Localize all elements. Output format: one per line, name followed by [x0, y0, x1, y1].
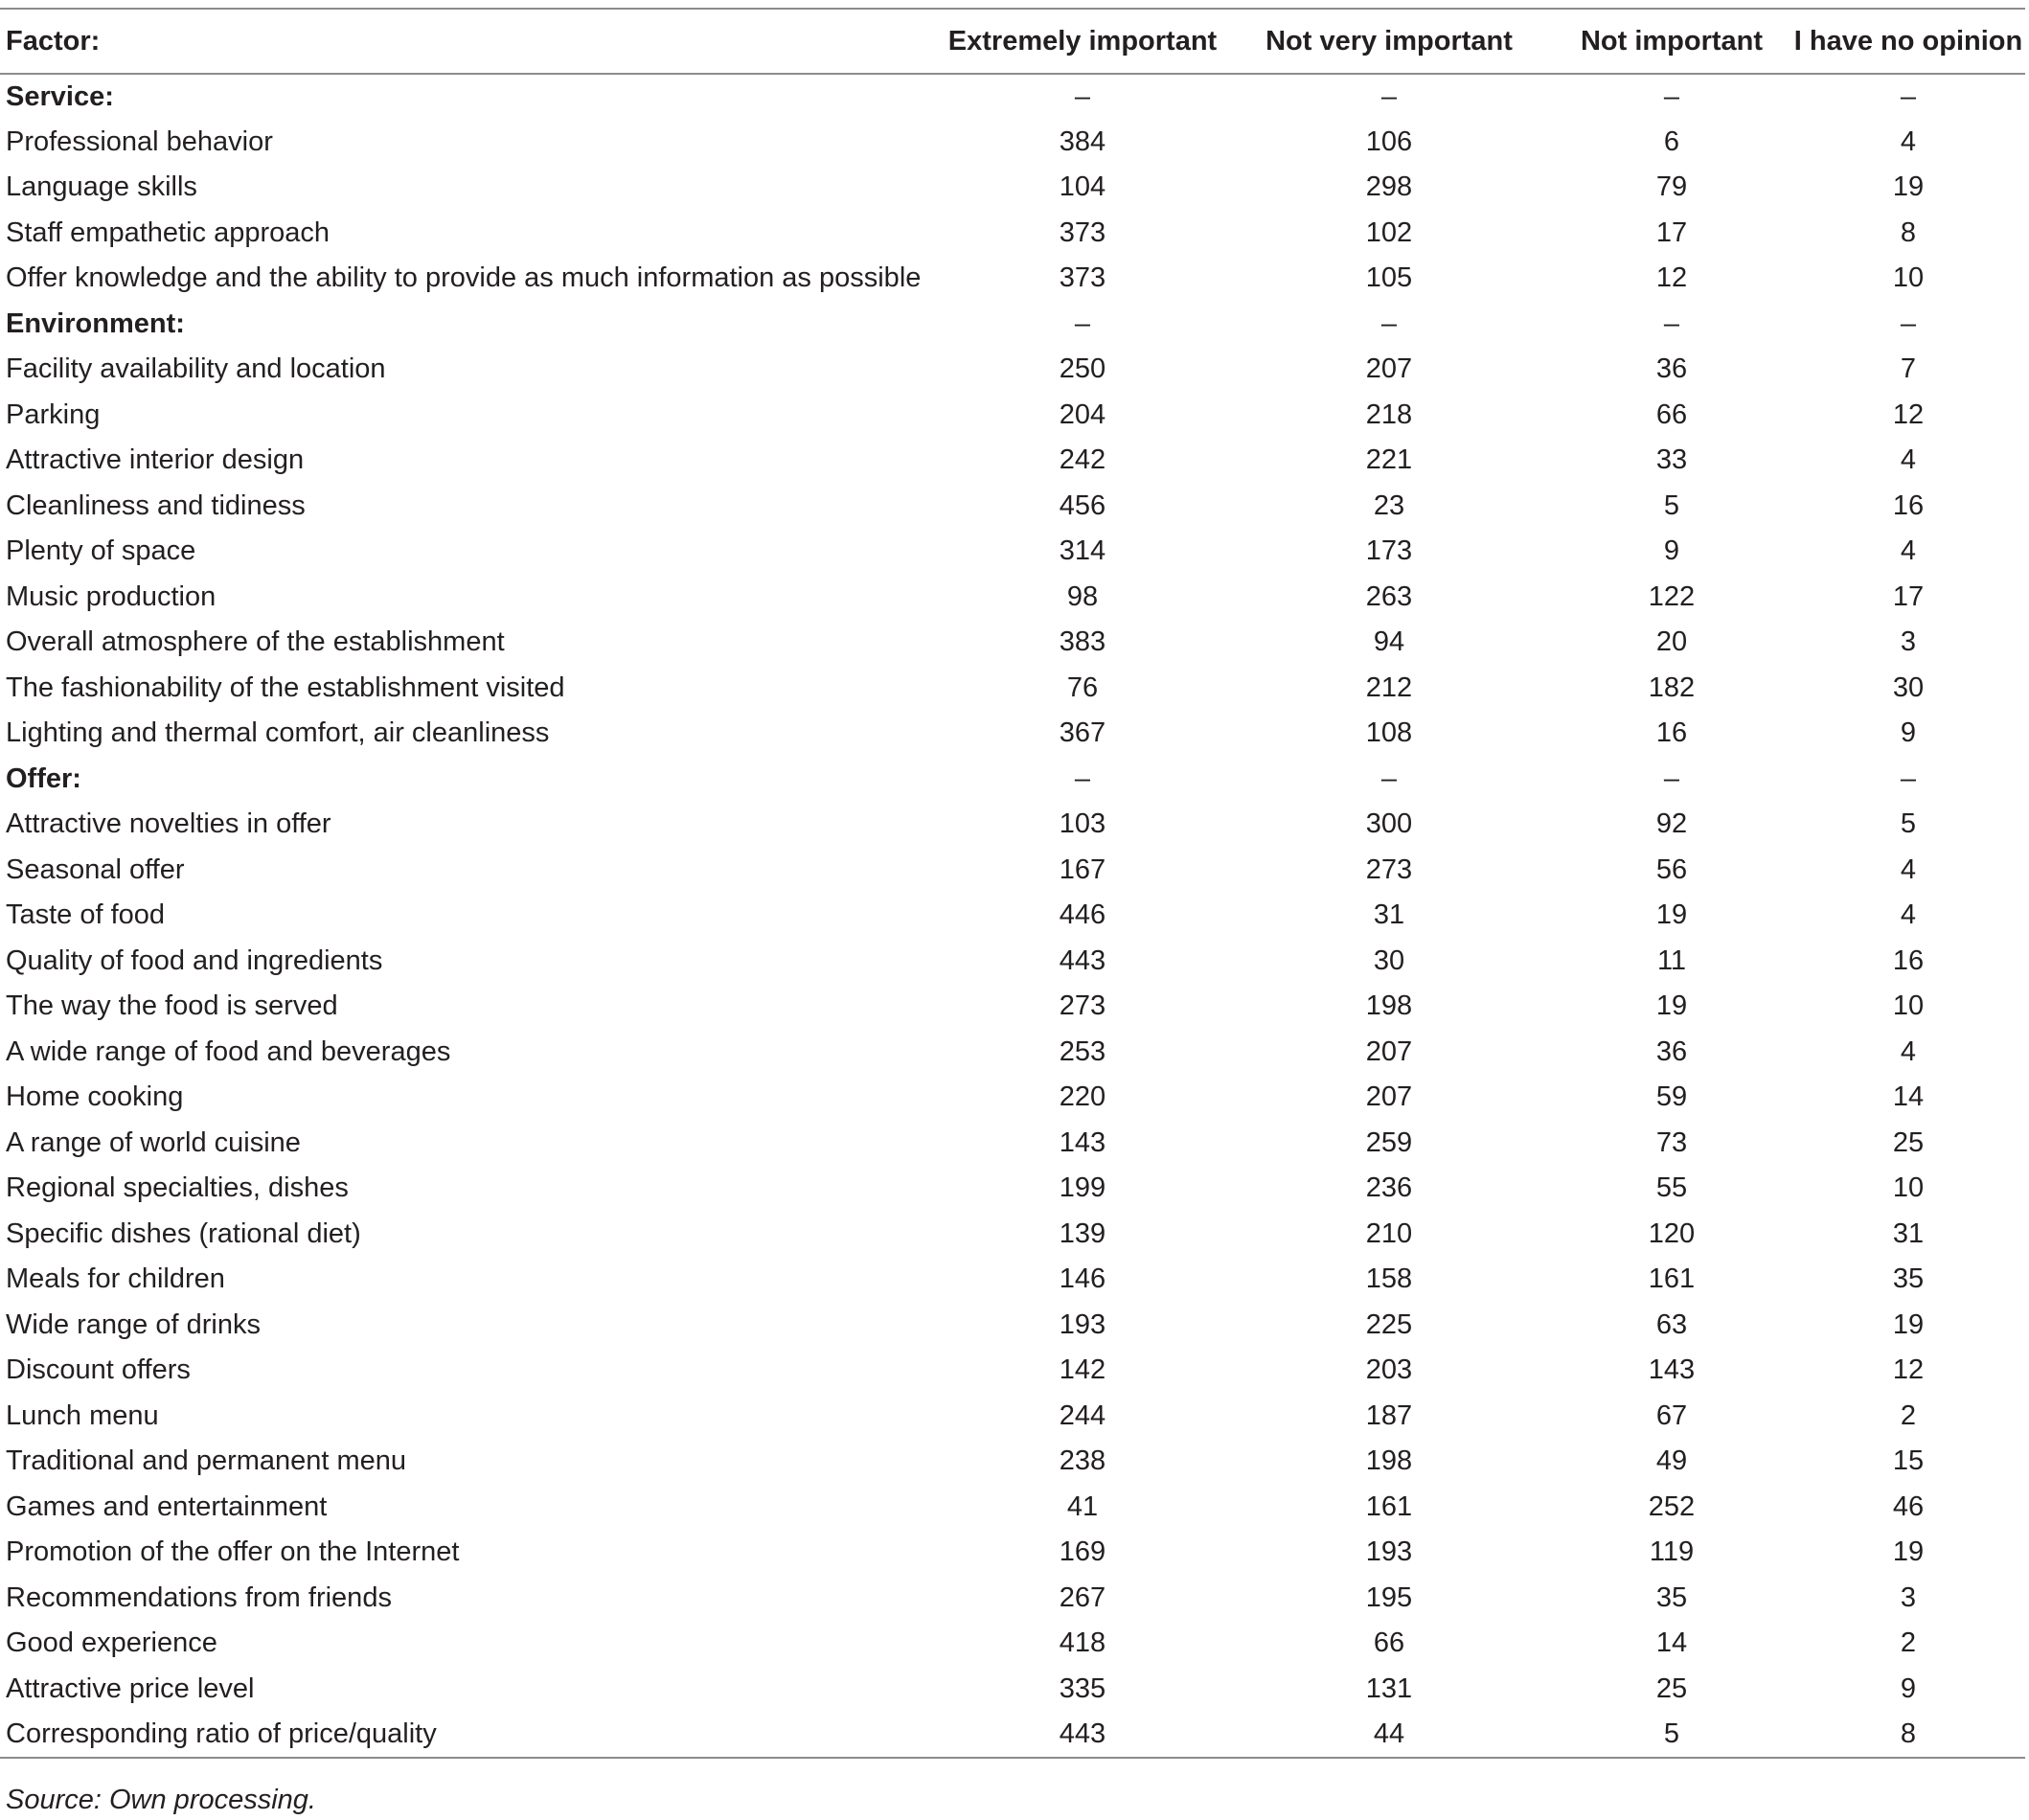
not-very-important-cell: 131	[1365, 1672, 1413, 1704]
table-row	[0, 1667, 2025, 1713]
factor-label: Lunch menu	[6, 1399, 159, 1431]
extremely-important-cell: 242	[1059, 444, 1106, 476]
not-very-important-cell: 23	[1373, 489, 1405, 521]
no-opinion-cell: 16	[1892, 489, 1925, 521]
not-very-important-cell: 161	[1365, 1490, 1413, 1522]
header-not-very-important: Not very important	[1265, 25, 1513, 57]
no-opinion-cell: –	[1900, 307, 1917, 339]
table-row	[0, 438, 2025, 484]
extremely-important-cell: 139	[1059, 1217, 1106, 1249]
no-opinion-cell: 31	[1892, 1217, 1925, 1249]
table-row	[0, 120, 2025, 166]
no-opinion-cell: 3	[1900, 626, 1917, 658]
no-opinion-cell: 19	[1892, 1308, 1925, 1340]
not-important-cell: 19	[1655, 990, 1688, 1022]
factor-label: Parking	[6, 398, 101, 430]
no-opinion-cell: 9	[1900, 717, 1917, 749]
not-very-important-cell: 218	[1365, 398, 1413, 430]
factor-label: A wide range of food and beverages	[6, 1035, 451, 1067]
extremely-important-cell: 373	[1059, 262, 1106, 294]
extremely-important-cell: –	[1074, 80, 1091, 112]
extremely-important-cell: 204	[1059, 398, 1106, 430]
factor-label: Language skills	[6, 171, 197, 203]
not-important-cell: 55	[1655, 1172, 1688, 1204]
not-important-cell: 16	[1655, 717, 1688, 749]
not-very-important-cell: 198	[1365, 1445, 1413, 1477]
no-opinion-cell: 35	[1892, 1263, 1925, 1295]
factor-label: Seasonal offer	[6, 853, 185, 885]
factor-label: Attractive interior design	[6, 444, 305, 476]
table-row	[0, 1303, 2025, 1349]
header-row	[0, 9, 2025, 74]
extremely-important-cell: 143	[1059, 1126, 1106, 1158]
factor-label: Quality of food and ingredients	[6, 944, 383, 976]
not-important-cell: 56	[1655, 853, 1688, 885]
not-important-cell: 6	[1663, 125, 1680, 157]
extremely-important-cell: 443	[1059, 1718, 1106, 1749]
extremely-important-cell: 193	[1059, 1308, 1106, 1340]
not-important-cell: 36	[1655, 1035, 1688, 1067]
table-header	[0, 9, 2025, 74]
not-very-important-cell: 207	[1365, 1081, 1413, 1113]
extremely-important-cell: 446	[1059, 899, 1106, 931]
no-opinion-cell: 17	[1892, 580, 1925, 612]
extremely-important-cell: 76	[1066, 671, 1099, 703]
table-row	[0, 984, 2025, 1030]
no-opinion-cell: 10	[1892, 1172, 1925, 1204]
extremely-important-cell: 220	[1059, 1081, 1106, 1113]
table-row	[0, 802, 2025, 848]
no-opinion-cell: –	[1900, 80, 1917, 112]
not-very-important-cell: 66	[1373, 1627, 1405, 1659]
factor-label: The fashionability of the establishment visited	[6, 671, 565, 703]
table-row	[0, 256, 2025, 302]
not-important-cell: –	[1663, 80, 1680, 112]
no-opinion-cell: 10	[1892, 262, 1925, 294]
table-row	[0, 1257, 2025, 1303]
extremely-important-cell: 41	[1066, 1490, 1099, 1522]
factor-label: Overall atmosphere of the establishment	[6, 626, 505, 658]
factor-label: Cleanliness and tidiness	[6, 489, 306, 521]
table-row	[0, 1576, 2025, 1622]
not-very-important-cell: –	[1380, 762, 1398, 794]
not-very-important-cell: 30	[1373, 944, 1405, 976]
table-body	[0, 74, 2025, 1758]
not-important-cell: 19	[1655, 899, 1688, 931]
no-opinion-cell: 4	[1900, 125, 1917, 157]
table-row	[0, 939, 2025, 985]
factor-label: Attractive novelties in offer	[6, 808, 331, 840]
not-very-important-cell: 207	[1365, 1035, 1413, 1067]
extremely-important-cell: –	[1074, 762, 1091, 794]
extremely-important-cell: 456	[1059, 489, 1106, 521]
extremely-important-cell: 367	[1059, 717, 1106, 749]
extremely-important-cell: 103	[1059, 808, 1106, 840]
not-very-important-cell: 198	[1365, 990, 1413, 1022]
not-important-cell: 66	[1655, 398, 1688, 430]
table-row	[0, 529, 2025, 575]
section-label: Environment:	[6, 307, 185, 339]
not-important-cell: 67	[1655, 1399, 1688, 1431]
no-opinion-cell: 25	[1892, 1126, 1925, 1158]
not-very-important-cell: 259	[1365, 1126, 1413, 1158]
factor-label: Staff empathetic approach	[6, 216, 331, 248]
extremely-important-cell: –	[1074, 307, 1091, 339]
table-row	[0, 1530, 2025, 1576]
extremely-important-cell: 418	[1059, 1627, 1106, 1659]
no-opinion-cell: 30	[1892, 671, 1925, 703]
extremely-important-cell: 384	[1059, 125, 1106, 157]
factor-label: Traditional and permanent menu	[6, 1445, 407, 1477]
not-very-important-cell: 225	[1365, 1308, 1413, 1340]
not-important-cell: 11	[1656, 944, 1687, 976]
extremely-important-cell: 238	[1059, 1445, 1106, 1477]
not-important-cell: 35	[1655, 1581, 1688, 1613]
header-factor: Factor:	[6, 25, 101, 57]
factor-label: Recommendations from friends	[6, 1581, 392, 1613]
not-very-important-cell: 106	[1365, 125, 1413, 157]
not-very-important-cell: 263	[1365, 580, 1413, 612]
no-opinion-cell: 2	[1900, 1627, 1917, 1659]
not-important-cell: 92	[1655, 808, 1688, 840]
no-opinion-cell: 19	[1892, 171, 1925, 203]
not-very-important-cell: 105	[1365, 262, 1413, 294]
factor-label: Good experience	[6, 1627, 217, 1659]
not-important-cell: –	[1663, 307, 1680, 339]
not-very-important-cell: –	[1380, 307, 1398, 339]
not-important-cell: 5	[1663, 1718, 1680, 1749]
factor-label: Offer knowledge and the ability to provide as much information as possible	[6, 262, 922, 294]
extremely-important-cell: 253	[1059, 1035, 1106, 1067]
not-very-important-cell: 207	[1365, 353, 1413, 385]
factor-label: Professional behavior	[6, 125, 273, 157]
no-opinion-cell: 9	[1900, 1672, 1917, 1704]
no-opinion-cell: 16	[1892, 944, 1925, 976]
not-very-important-cell: 195	[1365, 1581, 1413, 1613]
extremely-important-cell: 146	[1059, 1263, 1106, 1295]
no-opinion-cell: 4	[1900, 444, 1917, 476]
header-no-opinion: I have no opinion	[1793, 25, 2023, 57]
table-row	[0, 165, 2025, 211]
no-opinion-cell: 8	[1900, 216, 1917, 248]
factor-label: Corresponding ratio of price/quality	[6, 1718, 437, 1749]
no-opinion-cell: 4	[1900, 899, 1917, 931]
factor-label: Specific dishes (rational diet)	[6, 1217, 361, 1249]
factor-label: Facility availability and location	[6, 353, 386, 385]
section-row	[0, 757, 2025, 803]
not-important-cell: 17	[1655, 216, 1688, 248]
no-opinion-cell: –	[1900, 762, 1917, 794]
table-row	[0, 1166, 2025, 1212]
table-row	[0, 211, 2025, 257]
no-opinion-cell: 12	[1892, 1354, 1925, 1386]
not-important-cell: 252	[1648, 1490, 1696, 1522]
not-important-cell: 63	[1655, 1308, 1688, 1340]
extremely-important-cell: 267	[1059, 1581, 1106, 1613]
no-opinion-cell: 15	[1892, 1445, 1925, 1477]
no-opinion-cell: 14	[1892, 1081, 1925, 1113]
factor-label: Home cooking	[6, 1081, 184, 1113]
no-opinion-cell: 4	[1900, 1035, 1917, 1067]
table-row	[0, 620, 2025, 666]
factor-table	[0, 8, 2025, 1759]
table-row	[0, 1212, 2025, 1258]
not-very-important-cell: 236	[1365, 1172, 1413, 1204]
extremely-important-cell: 273	[1059, 990, 1106, 1022]
factor-label: Games and entertainment	[6, 1490, 328, 1522]
table-row	[0, 484, 2025, 530]
extremely-important-cell: 199	[1059, 1172, 1106, 1204]
not-important-cell: 119	[1649, 1536, 1695, 1568]
not-very-important-cell: 212	[1365, 671, 1413, 703]
not-important-cell: 143	[1648, 1354, 1696, 1386]
no-opinion-cell: 7	[1900, 353, 1917, 385]
factor-label: Discount offers	[6, 1354, 191, 1386]
table-row	[0, 711, 2025, 757]
extremely-important-cell: 250	[1059, 353, 1106, 385]
table-row	[0, 1712, 2025, 1758]
factor-label: Music production	[6, 580, 217, 612]
extremely-important-cell: 167	[1059, 853, 1106, 885]
no-opinion-cell: 4	[1900, 853, 1917, 885]
not-very-important-cell: 102	[1365, 216, 1413, 248]
header-not-important: Not important	[1580, 25, 1764, 57]
not-important-cell: 79	[1655, 171, 1688, 203]
factor-label: Wide range of drinks	[6, 1308, 261, 1340]
not-very-important-cell: 210	[1365, 1217, 1413, 1249]
not-important-cell: –	[1663, 762, 1680, 794]
not-very-important-cell: 298	[1365, 171, 1413, 203]
not-very-important-cell: 221	[1365, 444, 1413, 476]
not-important-cell: 25	[1655, 1672, 1688, 1704]
no-opinion-cell: 12	[1892, 398, 1925, 430]
not-important-cell: 5	[1663, 489, 1680, 521]
not-important-cell: 120	[1648, 1217, 1696, 1249]
factor-label: Taste of food	[6, 899, 166, 931]
no-opinion-cell: 3	[1900, 1581, 1917, 1613]
not-very-important-cell: 193	[1365, 1536, 1413, 1568]
factor-label: Regional specialties, dishes	[6, 1172, 349, 1204]
no-opinion-cell: 2	[1900, 1399, 1917, 1431]
extremely-important-cell: 169	[1059, 1536, 1106, 1568]
header-extremely-important: Extremely important	[947, 25, 1218, 57]
extremely-important-cell: 244	[1059, 1399, 1106, 1431]
not-important-cell: 161	[1648, 1263, 1696, 1295]
not-very-important-cell: 158	[1365, 1263, 1413, 1295]
extremely-important-cell: 142	[1059, 1354, 1106, 1386]
not-very-important-cell: 173	[1365, 535, 1413, 567]
table-row	[0, 1075, 2025, 1121]
extremely-important-cell: 335	[1059, 1672, 1106, 1704]
table-row	[0, 666, 2025, 712]
table-row	[0, 1121, 2025, 1167]
factor-label: Lighting and thermal comfort, air cleanliness	[6, 717, 550, 749]
factor-label: Attractive price level	[6, 1672, 255, 1704]
not-very-important-cell: 203	[1365, 1354, 1413, 1386]
table-row	[0, 1394, 2025, 1440]
not-important-cell: 49	[1655, 1445, 1688, 1477]
not-very-important-cell: 44	[1373, 1718, 1405, 1749]
section-row	[0, 302, 2025, 348]
extremely-important-cell: 98	[1066, 580, 1099, 612]
table-row	[0, 848, 2025, 894]
table-row	[0, 575, 2025, 621]
not-important-cell: 182	[1648, 671, 1696, 703]
not-very-important-cell: 31	[1373, 899, 1405, 931]
no-opinion-cell: 8	[1900, 1718, 1917, 1749]
section-label: Service:	[6, 80, 114, 112]
not-important-cell: 9	[1663, 535, 1680, 567]
table-row	[0, 347, 2025, 393]
not-important-cell: 33	[1655, 444, 1688, 476]
section-row	[0, 74, 2025, 120]
source-note: Source: Own processing.	[6, 1785, 316, 1815]
not-very-important-cell: –	[1380, 80, 1398, 112]
no-opinion-cell: 10	[1892, 990, 1925, 1022]
no-opinion-cell: 19	[1892, 1536, 1925, 1568]
section-label: Offer:	[6, 762, 81, 794]
extremely-important-cell: 383	[1059, 626, 1106, 658]
not-very-important-cell: 300	[1365, 808, 1413, 840]
extremely-important-cell: 314	[1059, 535, 1106, 567]
not-very-important-cell: 94	[1373, 626, 1405, 658]
no-opinion-cell: 46	[1892, 1490, 1925, 1522]
table-row	[0, 893, 2025, 939]
not-important-cell: 36	[1655, 353, 1688, 385]
table-row	[0, 1485, 2025, 1531]
factor-label: Promotion of the offer on the Internet	[6, 1536, 460, 1568]
extremely-important-cell: 373	[1059, 216, 1106, 248]
not-very-important-cell: 187	[1365, 1399, 1413, 1431]
extremely-important-cell: 104	[1059, 171, 1106, 203]
factor-label: The way the food is served	[6, 990, 338, 1022]
table-row	[0, 1348, 2025, 1394]
table-row	[0, 1439, 2025, 1485]
not-important-cell: 14	[1655, 1627, 1688, 1659]
factor-label: Plenty of space	[6, 535, 196, 567]
not-important-cell: 73	[1655, 1126, 1688, 1158]
factor-label: A range of world cuisine	[6, 1126, 301, 1158]
extremely-important-cell: 443	[1059, 944, 1106, 976]
not-important-cell: 20	[1655, 626, 1688, 658]
not-important-cell: 12	[1655, 262, 1688, 294]
table-row	[0, 393, 2025, 439]
no-opinion-cell: 5	[1900, 808, 1917, 840]
no-opinion-cell: 4	[1900, 535, 1917, 567]
not-very-important-cell: 273	[1365, 853, 1413, 885]
factor-label: Meals for children	[6, 1263, 225, 1295]
not-important-cell: 122	[1648, 580, 1696, 612]
table-row	[0, 1621, 2025, 1667]
factor-table-container	[0, 8, 2025, 1759]
not-very-important-cell: 108	[1365, 717, 1413, 749]
not-important-cell: 59	[1655, 1081, 1688, 1113]
table-row	[0, 1030, 2025, 1076]
